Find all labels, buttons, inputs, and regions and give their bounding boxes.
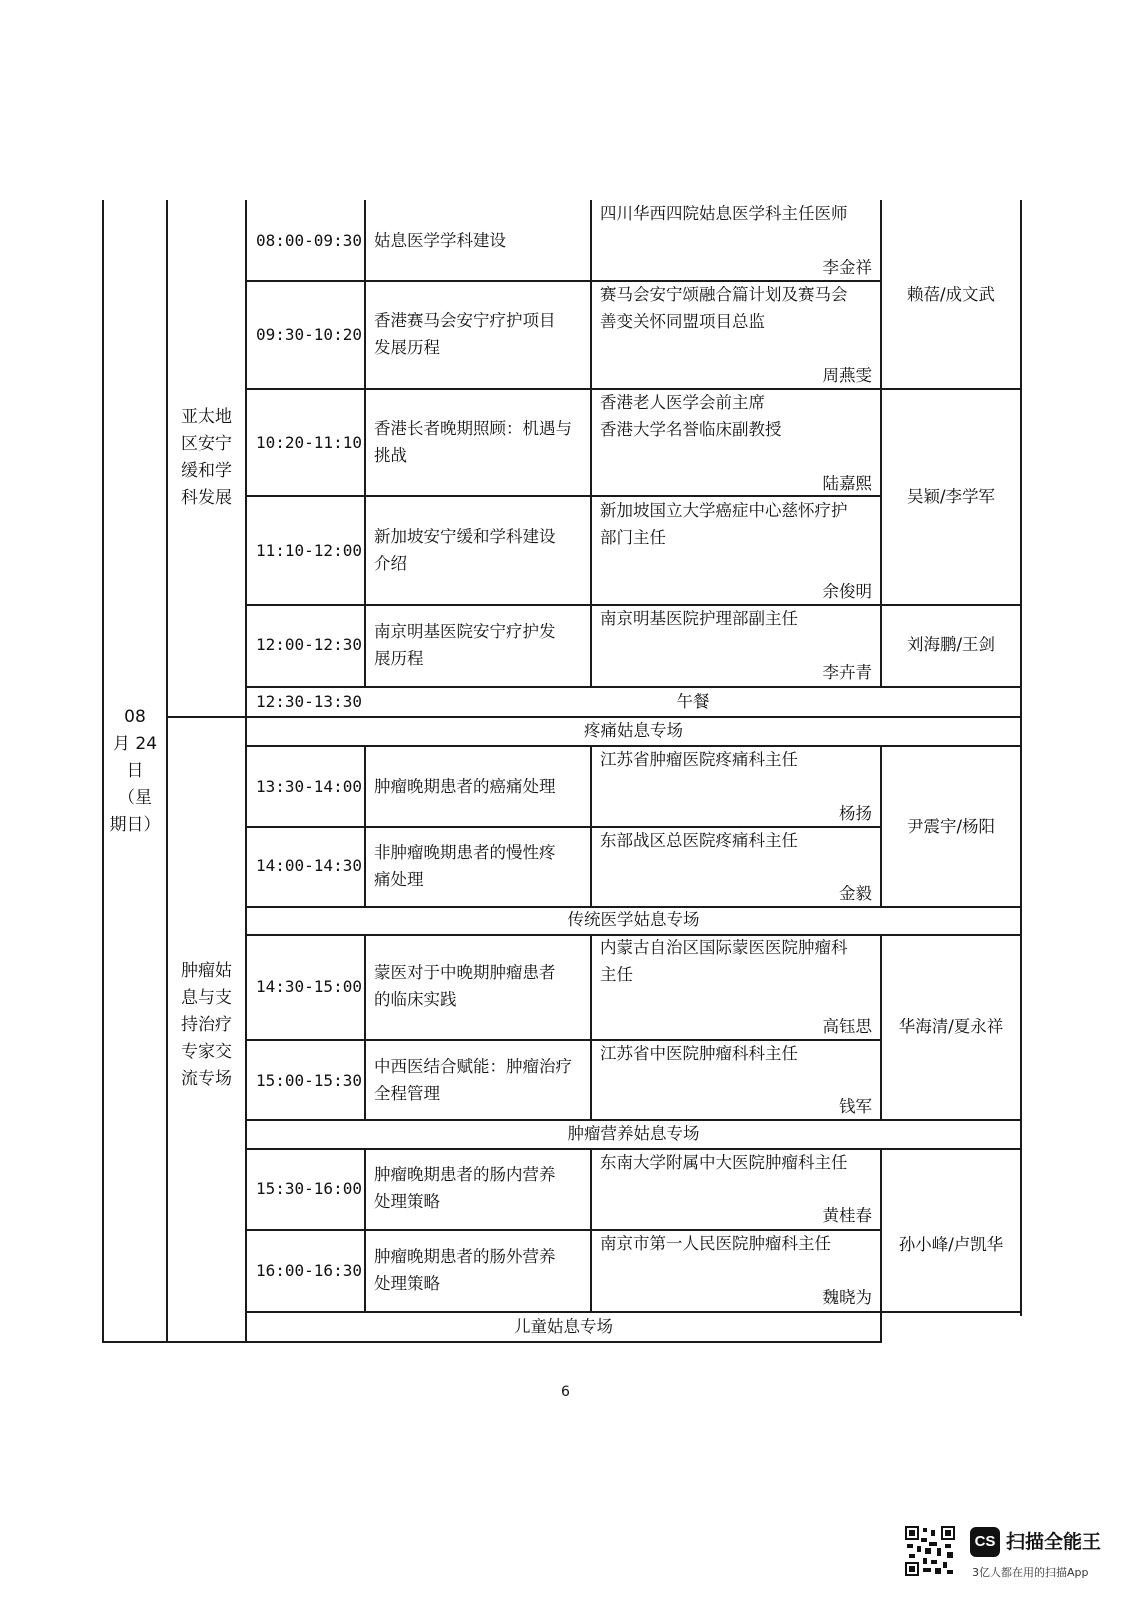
session-topic: 肿瘤晚期患者的癌痛处理 — [374, 777, 556, 796]
lunch-label: 午餐 — [676, 692, 710, 711]
lunch-time: 12:30-13:30 — [256, 692, 362, 711]
camscanner-logo: CS — [970, 1527, 1000, 1557]
session-speaker: 魏晓为 — [822, 1288, 872, 1307]
moderator: 尹震宇/杨阳 — [906, 817, 996, 836]
session-time: 15:30-16:00 — [256, 1179, 362, 1198]
section-line: 持治疗 — [181, 1015, 232, 1035]
session-org: 江苏省中医院肿瘤科科主任 — [600, 1044, 798, 1063]
session-speaker: 钱军 — [839, 1097, 872, 1116]
session-org: 东南大学附属中大医院肿瘤科主任 — [600, 1153, 848, 1172]
session-time: 10:20-11:10 — [256, 433, 362, 452]
date-line: （星 — [118, 788, 152, 808]
session-topic: 痛处理 — [374, 870, 424, 889]
session-topic: 姑息医学学科建设 — [374, 231, 506, 250]
session-org: 善变关怀同盟项目总监 — [600, 312, 765, 331]
session-org: 内蒙古自治区国际蒙医医院肿瘤科 — [600, 938, 848, 957]
session-org: 赛马会安宁颂融合篇计划及赛马会 — [600, 285, 848, 304]
session-topic: 香港长者晚期照顾：机遇与 — [374, 419, 572, 438]
page-number: 6 — [561, 1384, 570, 1400]
session-org: 四川华西四院姑息医学科主任医师 — [600, 204, 848, 223]
section-line: 亚太地 — [181, 407, 232, 427]
session-org: 江苏省肿瘤医院疼痛科主任 — [600, 750, 798, 769]
session-topic: 肿瘤晚期患者的肠外营养 — [374, 1247, 556, 1266]
date-cell — [104, 704, 166, 839]
session-time: 14:00-14:30 — [256, 856, 362, 875]
qr-code-icon — [905, 1526, 955, 1576]
section-line: 科发展 — [181, 488, 232, 508]
session-org: 部门主任 — [600, 528, 666, 547]
date-line: 期日） — [109, 815, 161, 835]
section-line: 区安宁 — [181, 434, 232, 454]
session-topic: 新加坡安宁缓和学科建设 — [374, 527, 556, 546]
session-time: 09:30-10:20 — [256, 325, 362, 344]
session-topic: 香港赛马会安宁疗护项目 — [374, 311, 556, 330]
session-topic: 处理策略 — [374, 1192, 440, 1211]
session-time: 08:00-09:30 — [256, 231, 362, 250]
session-org: 新加坡国立大学癌症中心慈怀疗护 — [600, 501, 848, 520]
section-header-children: 儿童姑息专场 — [514, 1317, 613, 1336]
session-org: 南京明基医院护理部副主任 — [600, 609, 798, 628]
session-topic: 的临床实践 — [374, 990, 457, 1009]
section-tumor — [168, 958, 245, 1093]
session-speaker: 高钰思 — [822, 1017, 872, 1036]
date-line: 日 — [126, 761, 144, 781]
session-time: 15:00-15:30 — [256, 1071, 362, 1090]
session-speaker: 黄桂春 — [822, 1206, 872, 1225]
session-org: 东部战区总医院疼痛科主任 — [600, 831, 798, 850]
section-header-pain: 疼痛姑息专场 — [584, 721, 683, 740]
date-line: 08 — [124, 707, 146, 727]
session-org: 香港老人医学会前主席 — [600, 393, 765, 412]
session-speaker: 余俊明 — [822, 582, 872, 601]
date-line: 月 24 — [112, 734, 158, 754]
session-topic: 非肿瘤晚期患者的慢性疼 — [374, 843, 556, 862]
session-topic: 南京明基医院安宁疗护发 — [374, 622, 556, 641]
session-topic: 介绍 — [374, 554, 407, 573]
moderator: 赖蓓/成文武 — [906, 285, 996, 304]
session-topic: 挑战 — [374, 446, 407, 465]
session-speaker: 周燕雯 — [822, 366, 872, 385]
session-org: 香港大学名誉临床副教授 — [600, 420, 782, 439]
moderator: 刘海鹏/王剑 — [906, 635, 996, 654]
session-topic: 处理策略 — [374, 1274, 440, 1293]
section-line: 肿瘤姑 — [181, 961, 232, 981]
session-time: 11:10-12:00 — [256, 541, 362, 560]
camscanner-tagline: 3亿人都在用的扫描App — [972, 1566, 1089, 1579]
session-speaker: 李金祥 — [822, 258, 872, 277]
session-speaker: 杨扬 — [839, 804, 872, 823]
session-org: 南京市第一人民医院肿瘤科主任 — [600, 1234, 831, 1253]
session-speaker: 李卉青 — [822, 663, 872, 682]
session-topic: 中西医结合赋能：肿瘤治疗 — [374, 1057, 572, 1076]
section-line: 息与支 — [181, 988, 232, 1008]
session-topic: 肿瘤晚期患者的肠内营养 — [374, 1165, 556, 1184]
session-time: 16:00-16:30 — [256, 1261, 362, 1280]
section-line: 缓和学 — [181, 461, 232, 481]
session-time: 14:30-15:00 — [256, 977, 362, 996]
section-header-tcm: 传统医学姑息专场 — [567, 910, 700, 929]
section-header-nutrition: 肿瘤营养姑息专场 — [567, 1124, 700, 1143]
camscanner-name: 扫描全能王 — [1006, 1531, 1102, 1553]
section-line: 流专场 — [181, 1069, 232, 1089]
session-topic: 发展历程 — [374, 338, 440, 357]
moderator: 华海清/夏永祥 — [898, 1017, 1004, 1036]
session-topic: 蒙医对于中晚期肿瘤患者 — [374, 963, 556, 982]
moderator: 孙小峰/卢凯华 — [898, 1235, 1004, 1254]
session-speaker: 陆嘉熙 — [822, 474, 872, 493]
moderator: 吴颖/李学军 — [906, 487, 996, 506]
session-topic: 全程管理 — [374, 1084, 440, 1103]
section-asia-pacific — [168, 404, 245, 512]
session-org: 主任 — [600, 965, 633, 984]
session-speaker: 金毅 — [839, 884, 872, 903]
session-time: 12:00-12:30 — [256, 635, 362, 654]
section-line: 专家交 — [181, 1042, 232, 1062]
session-topic: 展历程 — [374, 649, 424, 668]
session-time: 13:30-14:00 — [256, 777, 362, 796]
